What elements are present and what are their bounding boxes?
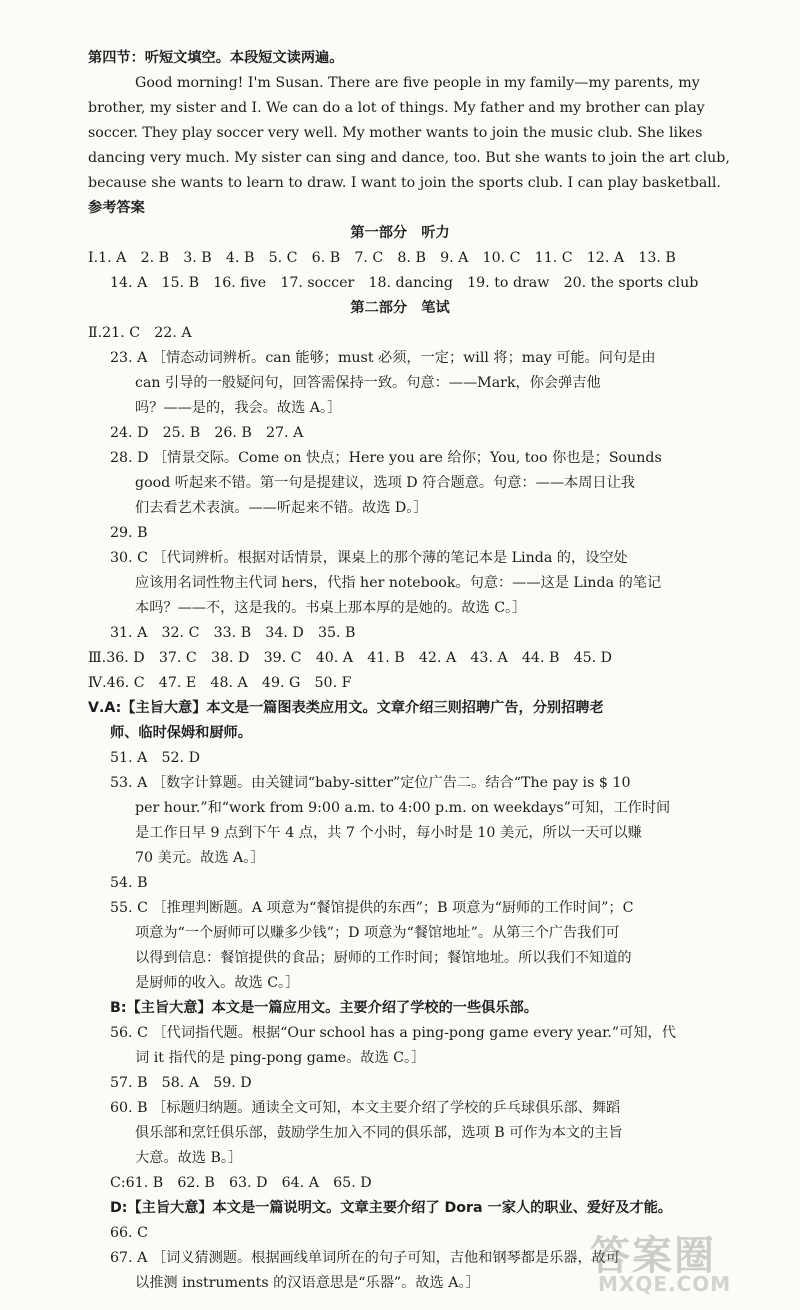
explanation-line: can 引导的一般疑问句，回答需保持一致。句意：——Mark，你会弹吉他	[135, 375, 601, 391]
answer-line: 51. A 52. D	[110, 750, 200, 766]
answer-line: Ⅲ.36. D 37. C 38. D 39. C 40. A 41. B 42. A 43. A 44. B 45. D	[88, 650, 613, 666]
explanation-line: 以推测 instruments 的汉语意思是“乐器”。故选 A。］	[135, 1275, 480, 1291]
answer-line: 31. A 32. C 33. B 34. D 35. B	[110, 625, 356, 641]
explanation-line: 应该用名词性物主代词 hers，代指 her notebook。句意：——这是 Linda 的笔记	[135, 575, 662, 591]
answer-line: 29. B	[110, 525, 148, 541]
explanation-line: 词 it 指代的是 ping-pong game。故选 C。］	[135, 1050, 426, 1066]
explanation-line: 28. D ［情景交际。Come on 快点；Here you are 给你；You, too 你也是；Sounds	[110, 450, 662, 466]
explanation-line: 55. C ［推理判断题。A 项意为“餐馆提供的东西”；B 项意为“厨师的工作时间”；C	[110, 900, 634, 916]
answer-line: C:61. B 62. B 63. D 64. A 65. D	[110, 1175, 372, 1191]
explanation-line: 60. B ［标题归纳题。通读全文可知，本文主要介绍了学校的乒乓球俱乐部、舞蹈	[110, 1100, 621, 1116]
part1-title: 第一部分 听力	[350, 225, 450, 241]
explanation-line: 项意为“一个厨师可以赚多少钱”；D 项意为“餐馆地址”。从第三个广告我们可	[135, 925, 620, 941]
summary-line: B:【主旨大意】本文是一篇应用文。主要介绍了学校的一些俱乐部。	[110, 1000, 538, 1016]
answer-line: 54. B	[110, 875, 148, 891]
answers-title: 参考答案	[88, 200, 145, 216]
explanation-line: 大意。故选 B。］	[135, 1150, 243, 1166]
explanation-line: 30. C ［代词辨析。根据对话情景，课桌上的那个薄的笔记本是 Linda 的，设空处	[110, 550, 628, 566]
answer-line: Ⅱ.21. C 22. A	[88, 325, 192, 341]
explanation-line: 67. A ［词义猜测题。根据画线单词所在的句子可知，吉他和钢琴都是乐器，故可	[110, 1250, 621, 1266]
summary-line: Ⅴ.A:【主旨大意】本文是一篇图表类应用文。文章介绍三则招聘广告，分别招聘老	[88, 700, 604, 716]
explanation-line: 是厨师的收入。故选 C。］	[135, 975, 300, 991]
explanation-line: 23. A ［情态动词辨析。can 能够；must 必须，一定；will 将；may 可能。问句是由	[110, 350, 656, 366]
passage-line: because she wants to learn to draw. I want to join the sports club. I can play basketball.	[88, 175, 721, 191]
passage-line: soccer. They play soccer very well. My mother wants to join the music club. She likes	[88, 125, 703, 141]
answer-line: 57. B 58. A 59. D	[110, 1075, 252, 1091]
watermark-url: MXQE.COM	[598, 1272, 732, 1296]
explanation-line: 本吗？——不，这是我的。书桌上那本厚的是她的。故选 C。］	[135, 600, 527, 616]
watermark-logo	[582, 1222, 782, 1302]
answer-line: 24. D 25. B 26. B 27. A	[110, 425, 304, 441]
answer-line: 14. A 15. B 16. five 17. soccer 18. dancing 19. to draw 20. the sports club	[110, 275, 699, 291]
answer-line: 66. C	[110, 1225, 148, 1241]
explanation-line: per hour.”和“work from 9:00 a.m. to 4:00 p.m. on weekdays”可知，工作时间	[135, 800, 671, 816]
explanation-line: 是工作日早 9 点到下午 4 点，共 7 个小时，每小时是 10 美元，所以一天可以赚	[135, 825, 642, 841]
answer-line: Ⅰ.1. A 2. B 3. B 4. B 5. C 6. B 7. C 8. B 9. A 10. C 11. C 12. A 13. B	[88, 250, 676, 266]
summary-line: 师、临时保姆和厨师。	[110, 725, 252, 741]
section-heading: 第四节：听短文填空。本段短文读两遍。	[88, 50, 344, 66]
part2-title: 第二部分 笔试	[350, 300, 450, 316]
explanation-line: 56. C ［代词指代题。根据“Our school has a ping-pong game every year.”可知，代	[110, 1025, 676, 1041]
explanation-line: 俱乐部和烹饪俱乐部，鼓励学生加入不同的俱乐部，选项 B 可作为本文的主旨	[135, 1125, 623, 1141]
watermark-text: 答案圈	[590, 1233, 716, 1279]
explanation-line: good 听起来不错。第一句是提建议，选项 D 符合题意。句意：——本周日让我	[135, 475, 635, 491]
explanation-line: 吗？——是的，我会。故选 A。］	[135, 400, 342, 416]
explanation-line: 们去看艺术表演。——听起来不错。故选 D。］	[135, 500, 428, 516]
passage-line: brother, my sister and I. We can do a lot of things. My father and my brother can play	[88, 100, 705, 116]
explanation-line: 53. A ［数字计算题。由关键词“baby-sitter”定位广告二。结合“The pay is $ 10	[110, 775, 631, 791]
explanation-line: 以得到信息：餐馆提供的食品；厨师的工作时间；餐馆地址。所以我们不知道的	[135, 950, 632, 966]
passage-line: dancing very much. My sister can sing and dance, too. But she wants to join the art club,	[88, 150, 730, 166]
summary-line: D:【主旨大意】本文是一篇说明文。文章主要介绍了 Dora 一家人的职业、爱好及才能。	[110, 1200, 672, 1216]
explanation-line: 70 美元。故选 A。］	[135, 850, 265, 866]
answer-line: Ⅳ.46. C 47. E 48. A 49. G 50. F	[88, 675, 352, 691]
passage-line: Good morning! I'm Susan. There are five people in my family—my parents, my	[135, 75, 700, 91]
